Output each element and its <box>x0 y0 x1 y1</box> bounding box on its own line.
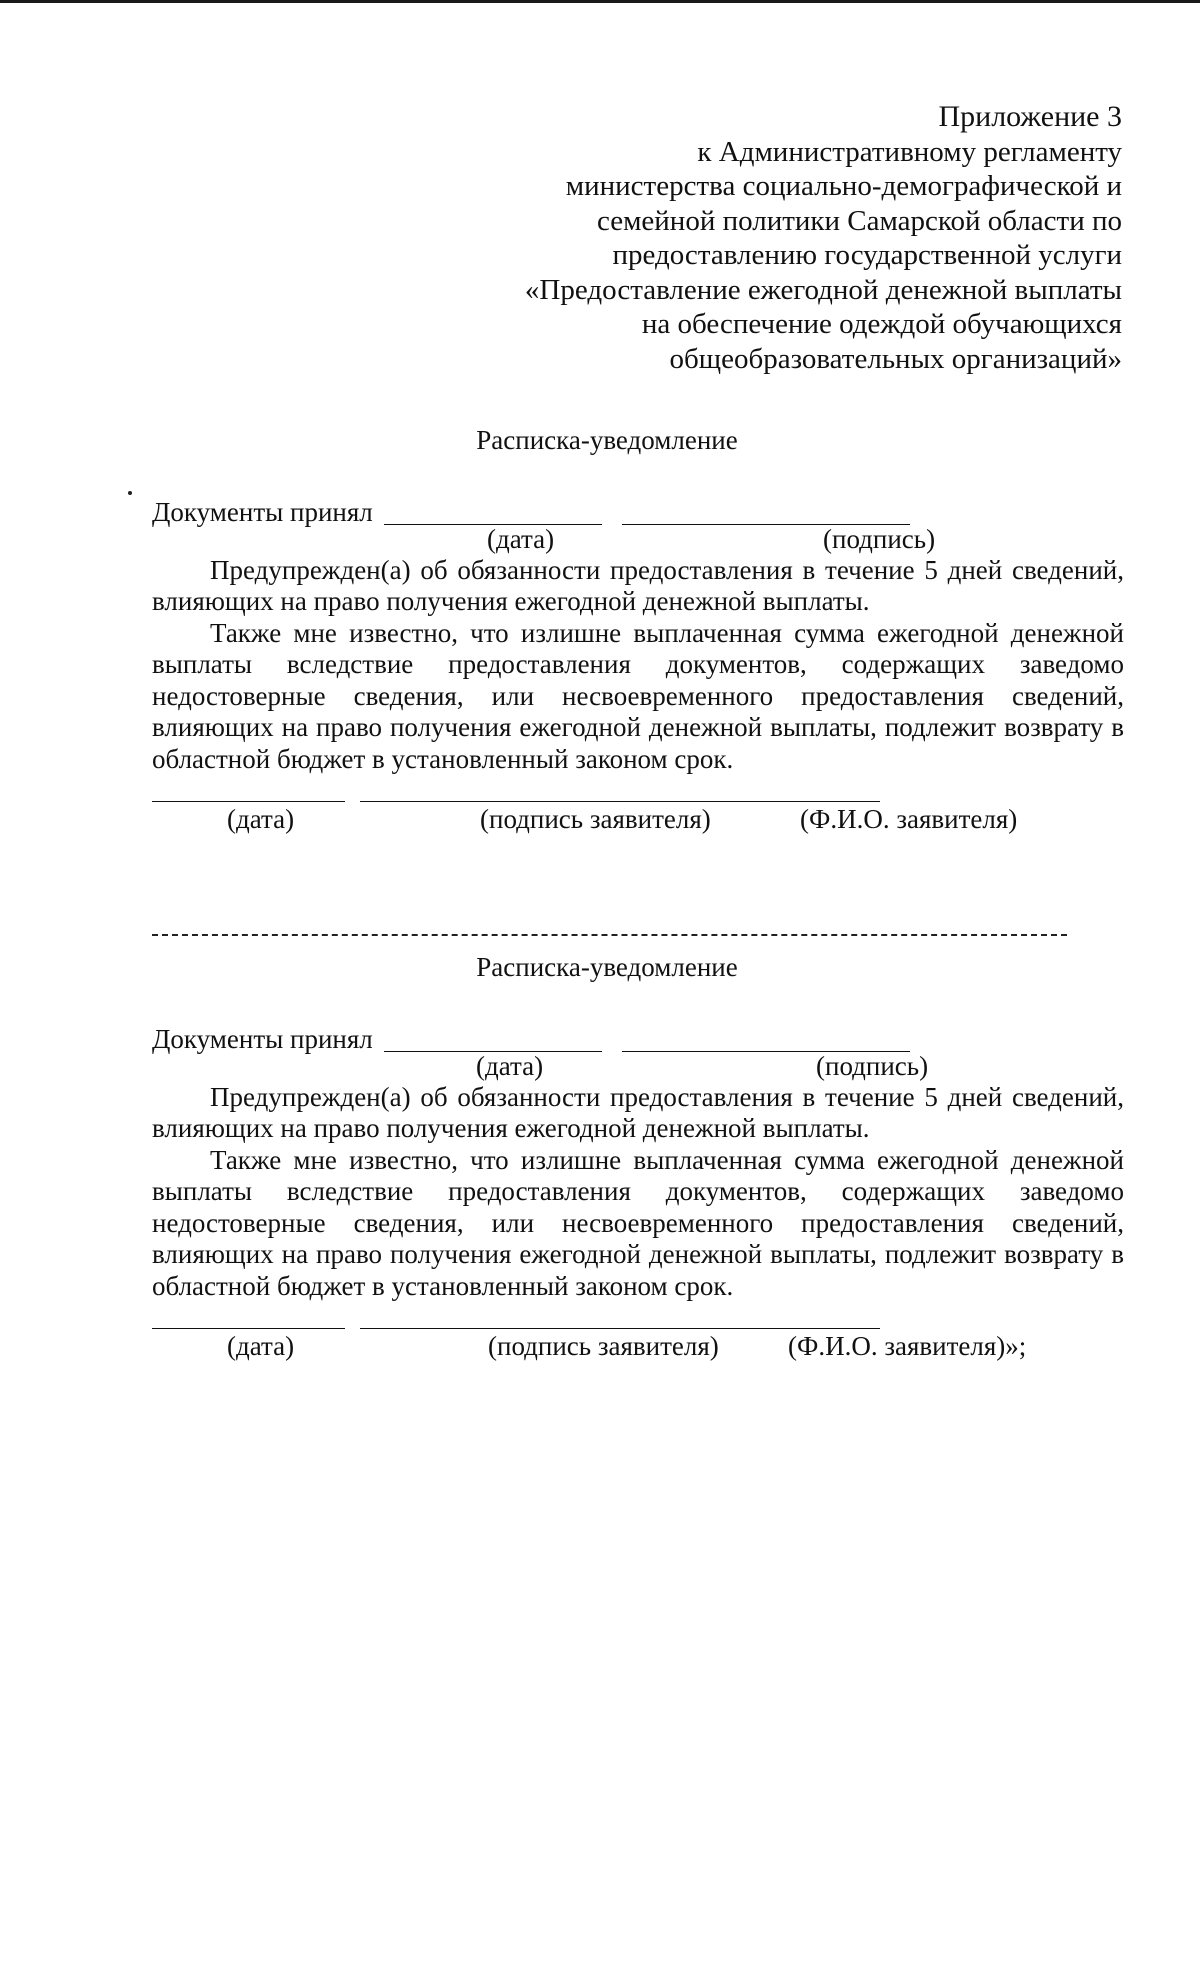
appendix-line: к Административному регламенту <box>697 135 1122 168</box>
applicant-signature-caption: (подпись заявителя) <box>480 804 711 834</box>
accepted-row <box>152 1023 1122 1081</box>
appendix-line: общеобразовательных организаций» <box>669 342 1122 375</box>
applicant-name-caption: (Ф.И.О. заявителя) <box>800 804 1018 834</box>
receipt-title: Расписка-уведомление <box>476 952 738 982</box>
notice-paragraph: Также мне известно, что излишне выплаченная сумма ежегодной денежной выплаты вследствие предоставления документов, содержащих заведомо недостоверные сведения, или несвоевременного предоставления сведений, влияющих на право получения ежегодной денежной выплаты, подлежит возврату в областной бюджет в установленный законом срок. <box>152 1144 1124 1301</box>
appendix-line: предоставлению государственной услуги <box>612 239 1122 271</box>
warning-paragraph: Предупрежден(а) об обязанности предоставления в течение 5 дней сведений, влияющих на право получения ежегодной денежной выплаты. <box>152 554 1124 616</box>
date-caption: (дата) <box>476 1050 544 1081</box>
receipt-notice-1 <box>152 425 1122 835</box>
accepted-row <box>152 496 1122 554</box>
notice-paragraph: Также мне известно, что излишне выплаченная сумма ежегодной денежной выплаты вследствие предоставления документов, содержащих заведомо недостоверные сведения, или несвоевременного предоставления сведений, влияющих на право получения ежегодной денежной выплаты, подлежит возврату в областной бюджет в установленный законом срок. <box>152 617 1124 774</box>
page-top-border <box>0 0 1200 3</box>
applicant-date-caption: (дата) <box>227 1331 295 1361</box>
applicant-name-caption: (Ф.И.О. заявителя)»; <box>788 1331 1027 1361</box>
applicant-date-caption: (дата) <box>227 804 295 834</box>
appendix-line: министерства социально-демографической и <box>565 170 1122 202</box>
applicant-signature-area <box>152 1302 1122 1362</box>
applicant-signature-line <box>360 1328 880 1329</box>
date-caption: (дата) <box>487 523 555 554</box>
receipt-title: Расписка-уведомление <box>476 425 738 455</box>
appendix-header <box>502 100 1122 376</box>
cut-dashed-line <box>152 934 1067 936</box>
scan-speck <box>128 491 132 495</box>
applicant-signature-line <box>360 801 880 802</box>
documents-accepted-label: Документы принял <box>152 496 373 527</box>
signature-caption: (подпись) <box>816 1050 929 1081</box>
appendix-line: «Предоставление ежегодной денежной выплаты <box>524 273 1122 306</box>
applicant-signature-caption: (подпись заявителя) <box>488 1331 719 1361</box>
applicant-date-line <box>152 1328 345 1329</box>
appendix-line: на обеспечение одеждой обучающихся <box>641 308 1122 340</box>
applicant-signature-area <box>152 775 1122 835</box>
warning-paragraph: Предупрежден(а) об обязанности предоставления в течение 5 дней сведений, влияющих на право получения ежегодной денежной выплаты. <box>152 1081 1124 1143</box>
signature-caption: (подпись) <box>823 523 936 554</box>
receipt-notice-2 <box>152 952 1122 1362</box>
appendix-line: семейной политики Самарской области по <box>596 204 1122 237</box>
appendix-number: Приложение 3 <box>938 100 1122 133</box>
documents-accepted-label: Документы принял <box>152 1023 373 1054</box>
applicant-date-line <box>152 801 345 802</box>
